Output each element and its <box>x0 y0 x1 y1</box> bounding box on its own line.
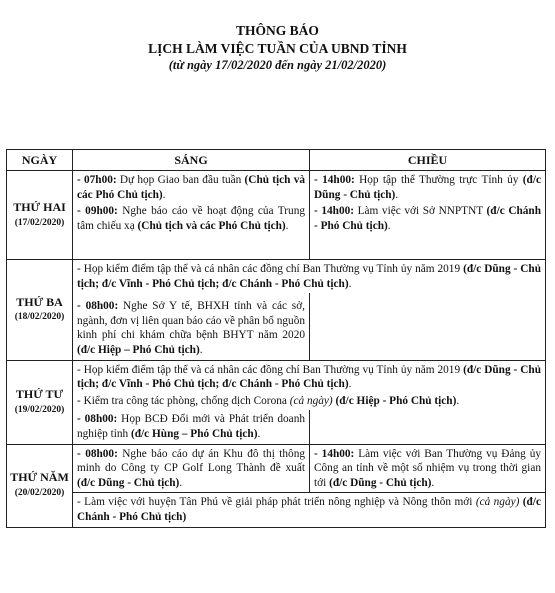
table-header-row <box>7 150 546 171</box>
document-subtitle: LỊCH LÀM VIỆC TUẦN CỦA UBND TỈNH <box>148 41 407 56</box>
day-name: THỨ NĂM <box>10 470 69 485</box>
table-row <box>7 410 546 444</box>
schedule-entry: - 14h00: Làm việc với Sở NNPTNT (đ/c Chánh - Phó Chủ tịch). <box>314 205 541 232</box>
document-title: THÔNG BÁO <box>236 23 319 38</box>
day-cell-wednesday <box>7 360 73 444</box>
schedule-entry: - 08h00: Họp BCĐ Đổi mới và Phát triển doanh nghiệp tỉnh (đ/c Hùng – Phó Chủ tịch). <box>77 413 305 440</box>
day-date: (17/02/2020) <box>14 217 65 228</box>
schedule-entry: - 08h00: Nghe báo cáo dự án Khu đô thị thông minh do Công ty CP Golf Long Thành đề xuất (đ/c Dũng - Chủ tịch). <box>77 447 306 489</box>
morning-cell-monday <box>73 171 310 260</box>
day-cell-thursday <box>7 444 73 527</box>
morning-cell-wednesday <box>73 410 310 444</box>
table-row <box>7 293 546 360</box>
table-row <box>7 360 546 410</box>
document-date-range: (từ ngày 17/02/2020 đến ngày 21/02/2020) <box>168 58 387 72</box>
table-row <box>7 171 546 260</box>
day-date: (19/02/2020) <box>14 404 65 415</box>
schedule-entry: - 09h00: Nghe báo cáo về hoạt động của Trung tâm chiếu xạ (Chủ tịch và các Phó Chủ tịch). <box>77 205 305 232</box>
schedule-entry: - 07h00: Dự họp Giao ban đầu tuần (Chủ tịch và các Phó Chủ tịch). <box>77 174 305 201</box>
schedule-entry: - Kiểm tra công tác phòng, chống dịch Corona (cả ngày) (đ/c Hiệp - Phó Chủ tịch). <box>77 394 460 407</box>
day-date: (20/02/2020) <box>14 488 65 499</box>
day-date: (18/02/2020) <box>14 312 65 323</box>
schedule-entry: - Họp kiểm điểm tập thể và cá nhân các đồng chí Ban Thường vụ Tỉnh ủy năm 2019 (đ/c Dũng - Chủ tịch; đ/c Vĩnh - Phó Chủ tịch; đ/c Chánh - Phó Chủ tịch). <box>77 363 542 391</box>
day-cell-tuesday <box>7 260 73 361</box>
schedule-entry: - 14h00: Họp tập thể Thường trực Tỉnh ủy (đ/c Dũng - Chủ tịch). <box>314 174 541 201</box>
morning-cell-thursday <box>73 444 310 493</box>
day-name: THỨ HAI <box>13 199 66 214</box>
schedule-entry: - Làm việc với huyện Tân Phú về giải pháp phát triển nông nghiệp và Nông thôn mới (cả ngày) (đ/c Chánh - Phó Chủ tịch) <box>77 496 541 523</box>
table-row <box>7 444 546 493</box>
schedule-table <box>6 149 546 528</box>
afternoon-cell-wednesday <box>310 410 546 444</box>
document-header <box>0 22 555 73</box>
afternoon-cell-tuesday <box>310 293 546 360</box>
schedule-entry: - 14h00: Làm việc với Ban Thường vụ Đảng ủy Công an tỉnh về một số nhiệm vụ trong thời gian tới (đ/c Dũng - Chủ tịch). <box>314 447 541 489</box>
afternoon-cell-thursday <box>310 444 546 493</box>
day-name: THỨ TƯ <box>15 386 64 401</box>
header-afternoon: CHIỀU <box>310 150 546 171</box>
fullday-cell-tuesday <box>73 260 546 294</box>
day-name: THỨ BA <box>16 294 63 309</box>
table-row <box>7 493 546 527</box>
header-day: NGÀY <box>7 150 73 171</box>
afternoon-cell-monday <box>310 171 546 260</box>
schedule-entry: - 08h00: Nghe Sở Y tế, BHXH tỉnh và các sở, ngành, đơn vị liên quan báo cáo về phân bổ nguồn kinh phí chi khám chữa bệnh BHYT năm 2020 (đ/c Hiệp – Phó Chủ tịch). <box>77 300 305 356</box>
fullday-cell-wednesday <box>73 360 546 410</box>
fullday-cell-thursday <box>73 493 546 527</box>
table-row <box>7 260 546 294</box>
schedule-entry: - Họp kiểm điểm tập thể và cá nhân các đồng chí Ban Thường vụ Tỉnh ủy năm 2019 (đ/c Dũng - Chủ tịch; đ/c Vĩnh - Phó Chủ tịch; đ/c Chánh - Phó Chủ tịch). <box>77 263 542 290</box>
morning-cell-tuesday <box>73 293 310 360</box>
day-cell-monday <box>7 171 73 260</box>
header-morning: SÁNG <box>73 150 310 171</box>
